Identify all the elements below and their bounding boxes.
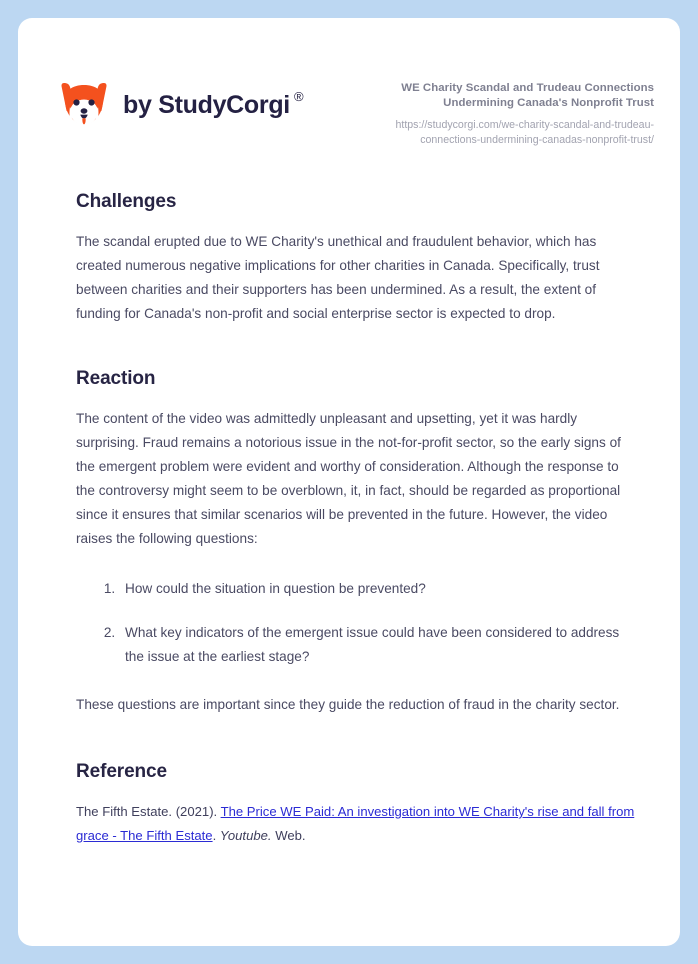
document-card bbox=[18, 18, 680, 946]
challenges-paragraph: The scandal erupted due to WE Charity's unethical and fraudulent behavior, which has created numerous negative implications for other charities in Canada. Specifically, trust between charities and their supporters has been undermined. As a result, the extent of funding for Canada's non-profit and social enterprise sector is expected to drop. bbox=[76, 234, 600, 322]
corgi-face-icon bbox=[58, 79, 110, 131]
document-url: https://studycorgi.com/we-charity-scandal-and-trudeau-connections-undermining-canadas-nonprofit-trust/ bbox=[395, 119, 654, 146]
registered-trademark-icon: ® bbox=[293, 88, 304, 104]
brand-logo bbox=[58, 73, 303, 131]
brand-name: by StudyCorgi bbox=[123, 90, 290, 119]
reference-citation bbox=[76, 800, 636, 848]
list-item: 1. How could the situation in question be prevented? bbox=[119, 577, 636, 601]
citation-medium: Web. bbox=[275, 827, 306, 843]
header-meta bbox=[354, 73, 654, 147]
section-heading-challenges: Challenges bbox=[76, 191, 177, 213]
citation-link[interactable]: The Price WE Paid: An investigation into WE Charity's rise and fall from grace - The Fifth Estate bbox=[76, 803, 635, 843]
citation-source: Youtube. bbox=[219, 827, 272, 843]
reaction-closing-paragraph: These questions are important since they guide the reduction of fraud in the charity sector. bbox=[76, 696, 620, 712]
document-title: WE Charity Scandal and Trudeau Connections Undermining Canada's Nonprofit Trust bbox=[401, 82, 654, 110]
citation-punctuation: . bbox=[212, 827, 217, 843]
citation-author-year: The Fifth Estate. (2021). bbox=[76, 803, 218, 819]
section-spacer bbox=[76, 743, 636, 761]
section-heading-reference: Reference bbox=[76, 760, 167, 782]
document-body bbox=[18, 191, 680, 848]
reaction-paragraph: The content of the video was admittedly unpleasant and upsetting, yet it was hardly surprising. Fraud remains a notorious issue in the not-for-profit sector, so the early signs of the emergent problem were evident and worthy of consideration. Although the response to the controversy might seem to be overblown, it, in fact, should be regarded as proportional since it ensures that similar scenarios will be prevented in the future. However, the video raises the following questions: bbox=[76, 410, 621, 546]
document-header bbox=[18, 18, 680, 147]
list-item: 2. What key indicators of the emergent issue could have been considered to address the issue at the earliest stage? bbox=[119, 621, 636, 669]
question-list bbox=[76, 577, 636, 669]
section-spacer bbox=[76, 353, 636, 368]
brand-wordmark bbox=[123, 88, 304, 119]
section-heading-reaction: Reaction bbox=[76, 367, 156, 389]
